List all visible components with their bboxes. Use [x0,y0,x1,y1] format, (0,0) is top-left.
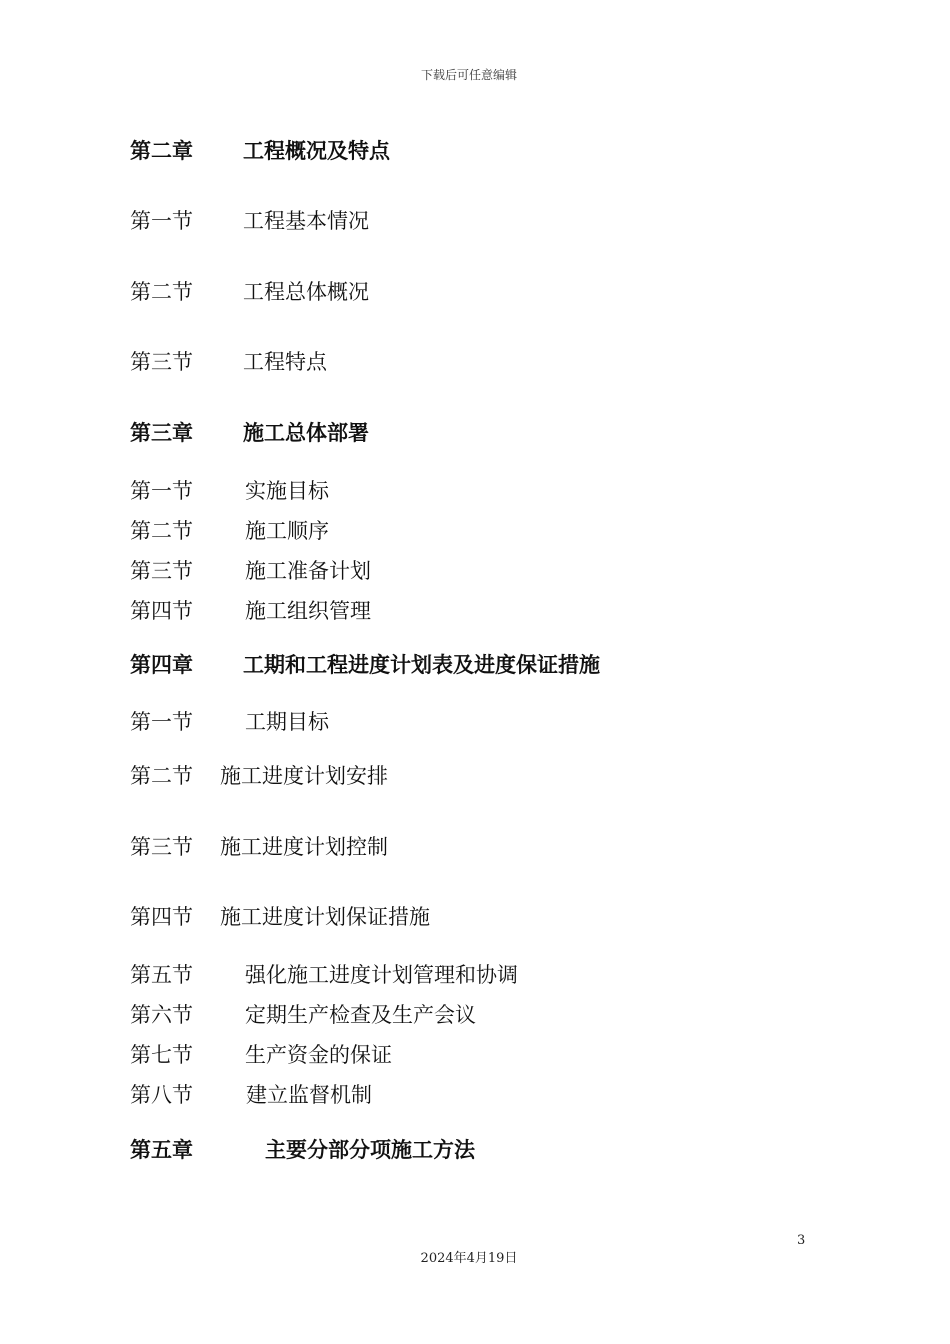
toc-number: 第二节 [130,764,193,788]
toc-title: 工程概况及特点 [243,138,390,163]
toc-number: 第二章 [130,138,193,163]
toc-title: 定期生产检查及生产会议 [245,1003,476,1027]
toc-number: 第四章 [130,652,193,677]
toc-number: 第五章 [130,1137,193,1162]
toc-number: 第三节 [130,835,193,859]
toc-title: 生产资金的保证 [245,1043,392,1067]
toc-number: 第一节 [130,710,193,734]
toc-title: 施工组织管理 [245,599,371,623]
toc-title: 建立监督机制 [246,1083,372,1107]
toc-number: 第二节 [130,280,193,304]
toc-title: 施工进度计划保证措施 [220,905,430,929]
toc-title: 工程总体概况 [243,280,369,304]
toc-number: 第四节 [130,599,193,623]
toc-title: 工程基本情况 [243,209,369,233]
toc-number: 第二节 [130,519,193,543]
toc-number: 第三章 [130,420,193,445]
toc-title: 工期和工程进度计划表及进度保证措施 [243,652,600,677]
toc-title: 工期目标 [245,710,329,734]
toc-number: 第一节 [130,479,193,503]
page-header-note: 下载后可任意编辑 [420,68,517,82]
toc-number: 第三节 [130,350,193,374]
page-number: 3 [797,1233,806,1248]
toc-number: 第四节 [130,905,193,929]
footer-date: 2024年4月19日 [420,1251,518,1266]
toc-title: 实施目标 [245,479,329,503]
toc-title: 强化施工进度计划管理和协调 [245,963,518,987]
toc-title: 施工进度计划控制 [220,835,388,859]
toc-title: 施工进度计划安排 [220,764,388,788]
toc-title: 工程特点 [243,350,327,374]
toc-title: 施工总体部署 [243,420,369,445]
toc-title: 施工顺序 [245,519,329,543]
toc-number: 第六节 [130,1003,193,1027]
toc-number: 第八节 [130,1083,193,1107]
toc-title: 施工准备计划 [245,559,371,583]
toc-number: 第一节 [130,209,193,233]
toc-number: 第五节 [130,963,193,987]
toc-number: 第三节 [130,559,193,583]
toc-title: 主要分部分项施工方法 [265,1137,475,1162]
toc-number: 第七节 [130,1043,193,1067]
